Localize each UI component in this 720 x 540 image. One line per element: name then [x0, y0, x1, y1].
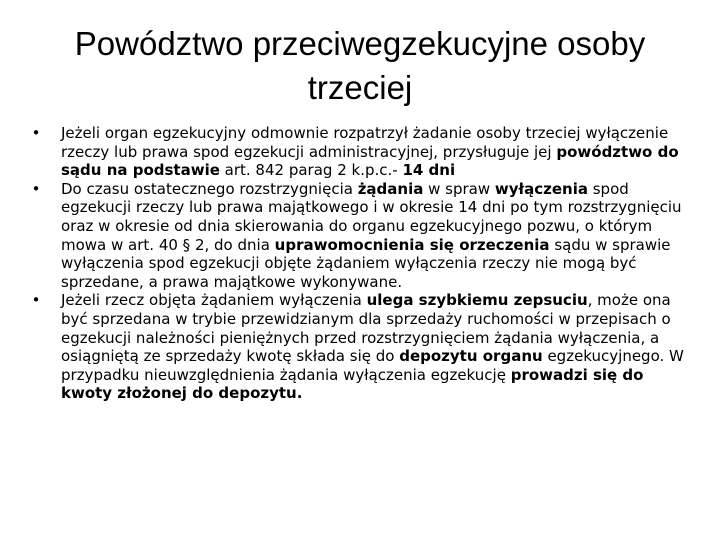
bullet-text-bold: powództwo do sądu na podstawie — [61, 142, 684, 180]
bullet-item-2 — [28, 180, 698, 292]
bullet-text-bold: uprawomocnienia się orzeczenia — [274, 235, 550, 254]
slide-title-line-1: Powództwo przeciwegzekucyjne osoby — [74, 25, 646, 62]
bullet-text-bold: depozytu organu — [399, 347, 543, 366]
bullet-text: , może ona być sprzedana w trybie przewidzianym dla sprzedaży ruchomości w przepisach o egzekucji należności pieniężnych przed rozstrzygnięciem żądania wyłączenia, a osiągniętą ze sprzedaży kwotę składa się do — [61, 291, 676, 366]
bullet-icon: • — [31, 179, 41, 198]
bullet-icon: • — [31, 291, 41, 310]
bullet-text-bold: żądania — [357, 179, 424, 198]
bullet-text: w spraw — [423, 179, 495, 198]
bullet-text: egzekucyjnego. W przypadku nieuwzględnienia żądania wyłączenia egzekucję — [61, 347, 689, 384]
bullet-item-1 — [28, 124, 698, 180]
slide-title — [30, 22, 690, 110]
bullet-text: spod egzekucji rzeczy lub prawa majątkowego i w okresie 14 dni po tym rozstrzygnięciu oraz w okresie od dnia skierowania do organu egzekucyjnego pozwu, o którym mowa w art. 40 § 2, do dnia — [61, 179, 687, 254]
bullet-icon: • — [31, 124, 41, 142]
bullet-text-bold: wyłączenia — [494, 179, 588, 198]
bullet-text: sądu w sprawie wyłączenia spod egzekucji objęte żądaniem wyłączenia rzeczy nie mogą być sprzedane, a prawa majątkowe wykonywane. — [61, 235, 676, 291]
bullet-text: Do czasu ostatecznego rozstrzygnięcia — [61, 179, 358, 198]
bullet-text-bold: 14 dni — [402, 161, 456, 180]
bullet-item-3 — [28, 291, 698, 403]
bullet-text-bold: prowadzi się do kwoty złożonej do depozytu. — [61, 365, 649, 403]
bullet-list — [28, 124, 698, 403]
bullet-text: Jeżeli organ egzekucyjny odmownie rozpatrzył żadanie osoby trzeciej wyłączenie rzeczy lub prawa spod egzekucji administracyjnej, przysługuje jej — [61, 124, 673, 161]
slide-title-line-2: trzeciej — [307, 69, 413, 106]
bullet-text-bold: ulega szybkiemu zepsuciu — [366, 291, 588, 310]
bullet-text: art. 842 parag 2 k.p.c.- — [219, 161, 403, 180]
bullet-text: Jeżeli rzecz objęta żądaniem wyłączenia — [61, 291, 367, 310]
